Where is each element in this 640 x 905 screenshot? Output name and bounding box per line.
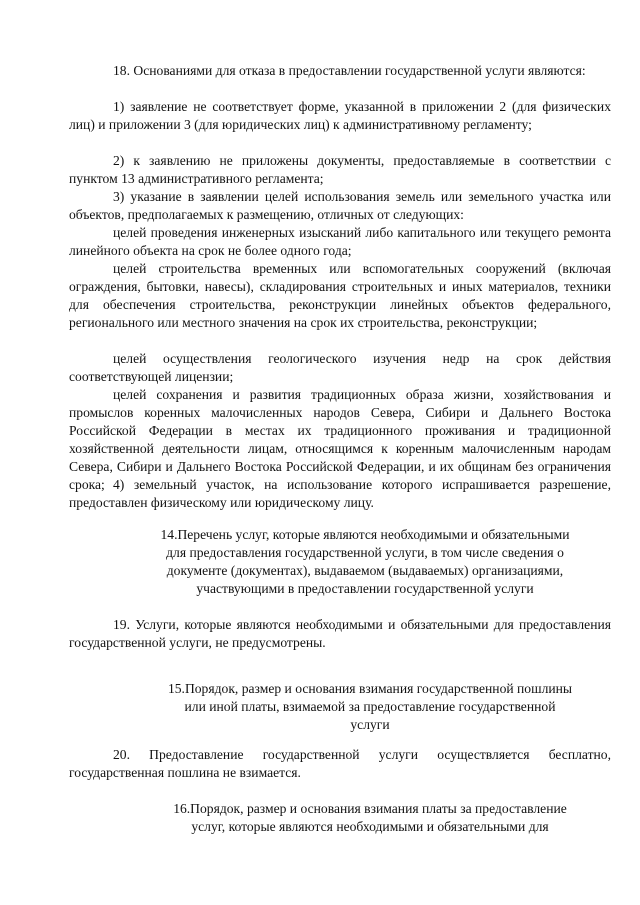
heading-line: 15.Порядок, размер и основания взимания государственной пошлины [167, 681, 573, 696]
paragraph-18-item-3: 3) указание в заявлении целей использования земель или земельного участка или объектов, предполагаемых к размещению, отличных от следующих: [69, 189, 611, 222]
heading-line: 14.Перечень услуг, которые являются необходимыми и обязательными [160, 527, 570, 542]
heading-line: 16.Порядок, размер и основания взимания платы за предоставление [173, 801, 567, 816]
heading-line: для предоставления государственной услуги, в том числе сведения о [166, 545, 564, 560]
section-heading-16 [130, 800, 610, 836]
paragraph-purpose-surveys: целей проведения инженерных изысканий либо капитального или текущего ремонта линейного объекта на срок не более одного года; [69, 225, 611, 258]
paragraph-18-item-4: 4) земельный участок, на использование которого испрашивается разрешение, предоставлен физическому или юридическому лицу. [69, 477, 611, 510]
paragraph-purpose-geology: целей осуществления геологического изучения недр на срок действия соответствующей лицензии; [69, 351, 611, 384]
heading-line: документе (документах), выдаваемом (выдаваемых) организациями, [166, 563, 564, 578]
paragraph-20: 20. Предоставление государственной услуги осуществляется бесплатно, государственная пошлина не взимается. [69, 747, 611, 780]
section-heading-15 [130, 680, 610, 734]
heading-line: или иной платы, взимаемой за предоставление государственной [184, 699, 556, 714]
heading-line: участвующими в предоставлении государственной услуги [196, 581, 534, 596]
paragraph-18-item-2: 2) к заявлению не приложены документы, предоставляемые в соответствии с пунктом 13 административного регламента; [69, 153, 611, 186]
paragraph-18: 18. Основаниями для отказа в предоставлении государственной услуги являются: [113, 63, 586, 78]
paragraph-purpose-construction: целей строительства временных или вспомогательных сооружений (включая ограждения, бытовки, навесы), складирования строительных и иных материалов, техники для обеспечения строительства, реконструкции линейных объектов федерального, регионального или местного значения на срок их строительства, реконструкции; [69, 261, 611, 330]
heading-line: услуг, которые являются необходимыми и обязательными для [191, 819, 549, 834]
paragraph-18-item-1: 1) заявление не соответствует форме, указанной в приложении 2 (для физических лиц) и приложении 3 (для юридических лиц) к административному регламенту; [69, 99, 611, 132]
heading-line: услуги [350, 717, 390, 732]
paragraph-19: 19. Услуги, которые являются необходимыми и обязательными для предоставления государственной услуги, не предусмотрены. [69, 617, 611, 650]
section-heading-14 [130, 526, 600, 598]
paragraph-purpose-indigenous: целей сохранения и развития традиционных образа жизни, хозяйствования и промыслов коренных малочисленных народов Севера, Сибири и Дальнего Востока Российской Федерации в местах их традиционного проживания и традиционной хозяйственной деятельности лицам, относящимся к коренным малочисленным народам Севера, Сибири и Дальнего Востока Российской Федерации, и их общинам без ограничения срока; [69, 387, 611, 492]
